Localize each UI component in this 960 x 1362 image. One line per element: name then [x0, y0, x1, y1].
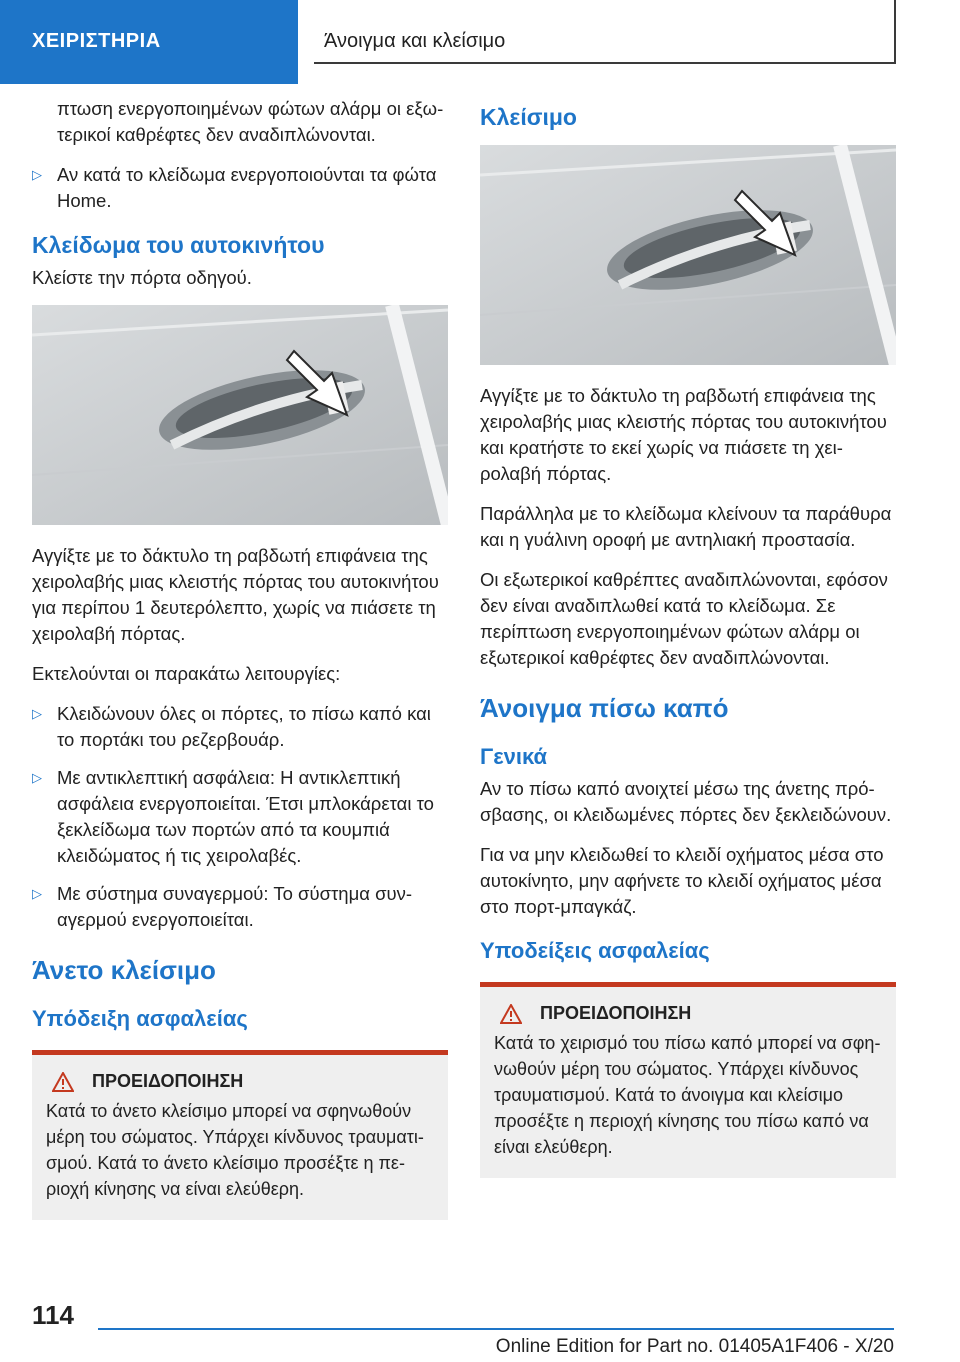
- list-item-text: Αν κατά το κλείδωμα ενεργοποιούνται τα φώτα Home.: [57, 164, 437, 211]
- header-chapter: [314, 0, 896, 64]
- door-handle-image: [32, 305, 448, 525]
- list-item-text: Κλειδώνουν όλες οι πόρτες, το πίσω καπό και το πορτάκι του ρεζερβουάρ.: [57, 703, 431, 750]
- heading-safety-notes: Υποδείξεις ασφαλείας: [480, 938, 710, 963]
- heading-general: Γενικά: [480, 744, 548, 769]
- heading-safety-note: Υπόδειξη ασφαλείας: [32, 1006, 248, 1031]
- paragraph-windows: Παράλληλα με το κλείδωμα κλείνουν τα παράθυρα και η γυάλινη οροφή με αντηλιακή προστασία.: [480, 503, 892, 550]
- heading-closing: Κλείσιμο: [480, 104, 577, 130]
- header-chapter-label: Άνοιγμα και κλείσιμο: [324, 30, 506, 52]
- warning-title: [46, 1071, 434, 1092]
- paragraph-touch-handle-hold: Αγγίξτε με το δάκτυλο τη ραβδωτή επιφάνεια της χειρολαβής μιας κλειστής πόρτας του αυτοκινήτου και κρατήστε το εκεί χωρίς να πιάσετε τη χειρολαβή πόρτας.: [480, 385, 887, 484]
- header-section-label: ΧΕΙΡΙΣΤΗΡΙΑ: [32, 30, 161, 52]
- warning-title-text: ΠΡΟΕΙΔΟΠΟΙΗΣΗ: [92, 1071, 244, 1091]
- continued-paragraph: πτωση ενεργοποιημένων φώτων αλάρμ οι εξωτερικοί καθρέφτες δεν αναδιπλώνονται.: [57, 98, 444, 145]
- list-item: [32, 162, 448, 214]
- warning-triangle-icon: [52, 1072, 74, 1092]
- warning-text: Κατά το χειρισμό του πίσω καπό μπορεί να σφηνωθούν μέρη του σώματος. Υπάρχει κίνδυνος τραυματισμού. Κατά το άνοιγμα και κλείσιμο προσέξτε η περιοχή κίνησης του πίσω καπό να είναι ελεύθερη.: [494, 1033, 881, 1157]
- triangle-bullet-icon: ▷: [32, 167, 42, 182]
- warning-box: [32, 1050, 448, 1220]
- functions-list: [32, 701, 448, 933]
- paragraph-functions: Εκτελούνται οι παρακάτω λειτουργίες:: [32, 663, 341, 684]
- list-item: [32, 881, 448, 933]
- triangle-bullet-icon: ▷: [32, 770, 42, 785]
- warning-title-text: ΠΡΟΕΙΔΟΠΟΙΗΣΗ: [540, 1003, 692, 1023]
- left-column: [32, 96, 448, 1220]
- paragraph-close-door: Κλείστε την πόρτα οδηγού.: [32, 267, 252, 288]
- header-section: [0, 0, 298, 84]
- heading-lock-car: Κλείδωμα του αυτοκινήτου: [32, 232, 325, 258]
- heading-open-trunk: Άνοιγμα πίσω καπό: [480, 693, 729, 723]
- footer-edition: Online Edition for Part no. 01405A1F406 - X/20: [495, 1336, 894, 1357]
- paragraph-trunk-open: Αν το πίσω καπό ανοιχτεί μέσω της άνετης πρόσβασης, οι κλειδωμένες πόρτες δεν ξεκλειδώνουν.: [480, 778, 892, 825]
- page-number: 114: [32, 1300, 74, 1330]
- list-item-text: Με σύστημα συναγερμού: Το σύστημα συναγερμού ενεργοποιείται.: [57, 883, 413, 930]
- paragraph-mirrors: Οι εξωτερικοί καθρέπτες αναδιπλώνονται, εφόσον δεν είναι αναδιπλωθεί κατά το κλείδωμα. Σε περίπτωση ενεργοποιημένων φώτων αλάρμ οι εξωτερικοί καθρέφτες δεν αναδιπλώνονται.: [480, 569, 888, 668]
- heading-comfort-closing: Άνετο κλείσιμο: [32, 955, 216, 985]
- paragraph-touch-handle: Αγγίξτε με το δάκτυλο τη ραβδωτή επιφάνεια της χειρολαβής μιας κλειστής πόρτας του αυτοκινήτου για περίπου 1 δευτερόλεπτο, χωρίς να πιάσετε τη χειρολαβή πόρτας.: [32, 545, 439, 644]
- list-item: [32, 701, 448, 753]
- warning-title: [494, 1003, 882, 1024]
- right-column: [480, 96, 896, 1178]
- warning-text: Κατά το άνετο κλείσιμο μπορεί να σφηνωθούν μέρη του σώματος. Υπάρχει κίνδυνος τραυματισμού. Κατά το άνετο κλείσιμο προσέξτε η περιοχή κίνησης να είναι ελεύθερη.: [46, 1101, 424, 1199]
- footer-divider: [98, 1328, 894, 1330]
- paragraph-key: Για να μην κλειδωθεί το κλειδί οχήματος μέσα στο αυτοκίνητο, μην αφήνετε το κλειδί οχήματος μέσα στο πορτ-μπαγκάζ.: [480, 844, 884, 917]
- warning-box: [480, 982, 896, 1178]
- home-lights-list: [32, 162, 448, 214]
- warning-triangle-icon: [500, 1004, 522, 1024]
- list-item-text: Με αντικλεπτική ασφάλεια: Η αντικλεπτική ασφάλεια ενεργοποιείται. Έτσι μπλοκάρεται το ξεκλείδωμα των πορτών από τα κουμπιά κλειδώματος ή τις χειρολαβές.: [57, 767, 434, 866]
- list-item: [32, 765, 448, 869]
- door-handle-image: [480, 145, 896, 365]
- triangle-bullet-icon: ▷: [32, 886, 42, 901]
- triangle-bullet-icon: ▷: [32, 706, 42, 721]
